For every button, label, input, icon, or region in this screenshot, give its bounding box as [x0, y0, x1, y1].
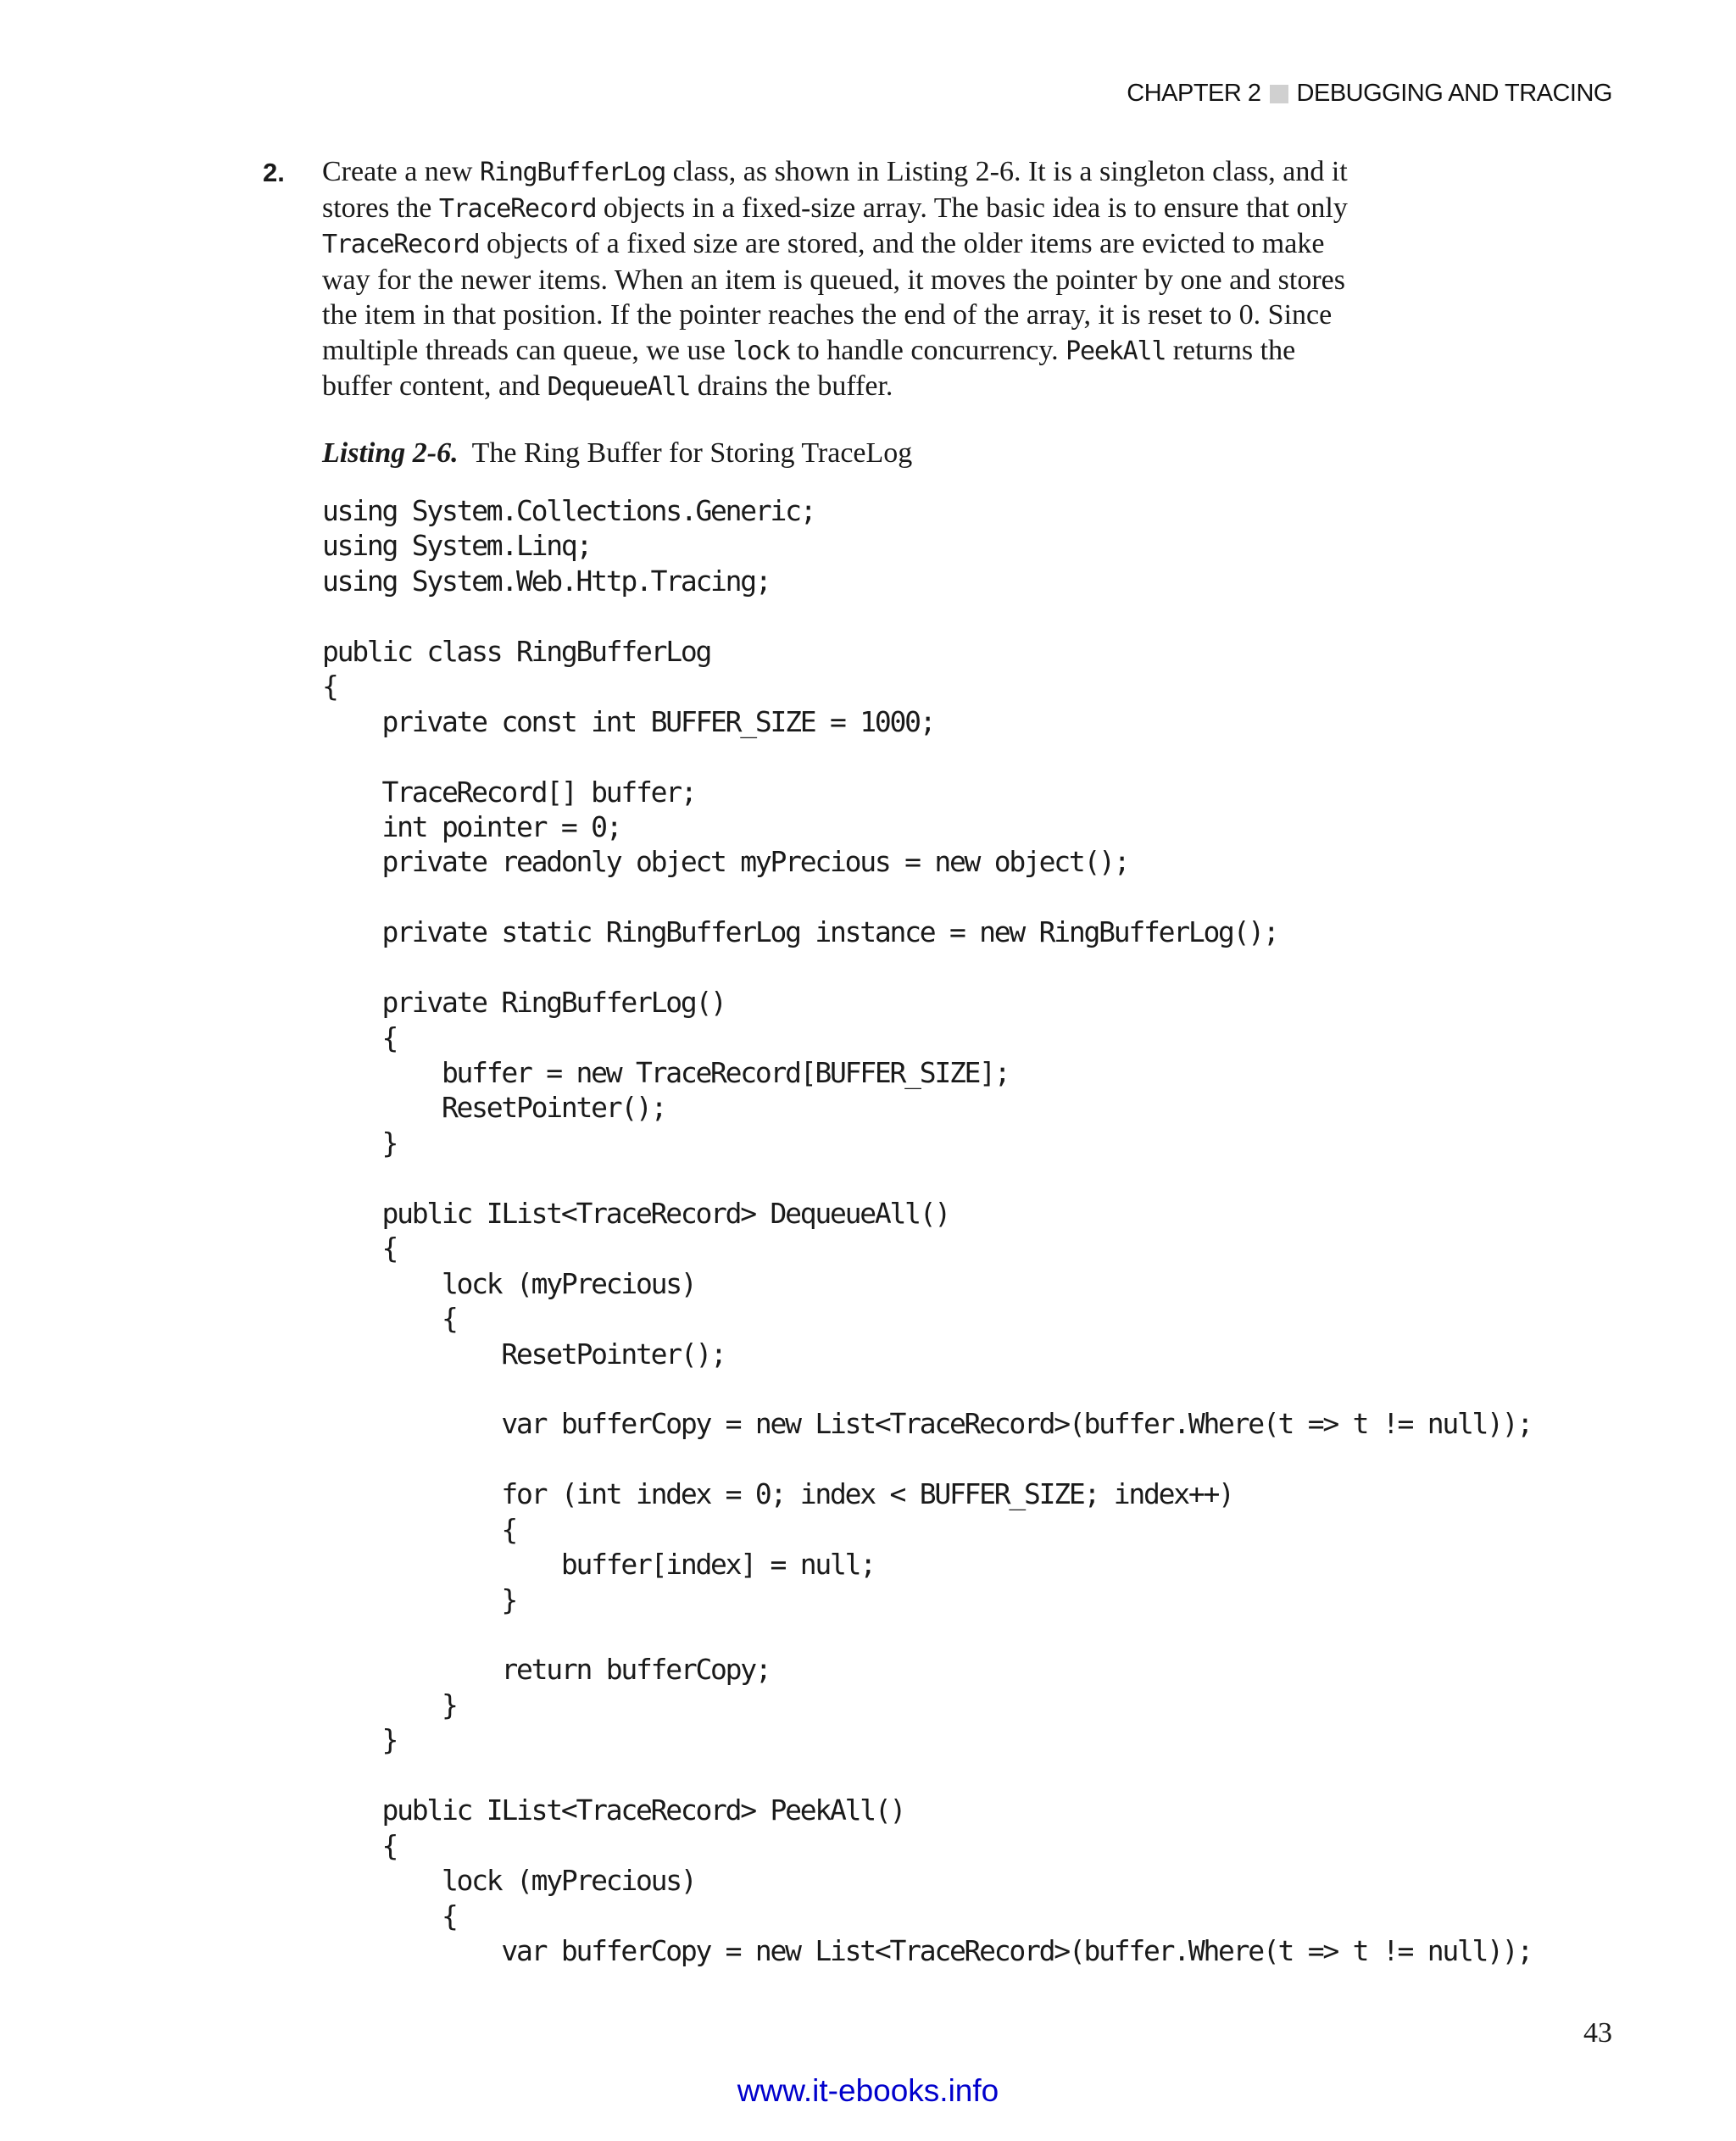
step-text-run: Create a new — [322, 156, 480, 187]
step-line — [322, 263, 1424, 298]
step-text-run: way for the newer items. When an item is queued, it moves the pointer by one and stores — [322, 264, 1345, 296]
code-line — [322, 739, 1532, 774]
page-number: 43 — [1583, 2017, 1612, 2049]
code-line: { — [322, 670, 337, 703]
code-line — [322, 1758, 1532, 1793]
code-line: var bufferCopy = new List<TraceRecord>(buffer.Where(t => t != null)); — [322, 1933, 1533, 1967]
code-line: { — [322, 1828, 398, 1862]
code-line: } — [322, 1582, 517, 1616]
code-line: using System.Web.Http.Tracing; — [322, 564, 771, 598]
code-line: buffer[index] = null; — [322, 1548, 875, 1582]
inline-code: RingBufferLog — [479, 158, 666, 187]
code-line: return bufferCopy; — [322, 1653, 771, 1687]
inline-code: PeekAll — [1066, 336, 1166, 366]
code-line: var bufferCopy = new List<TraceRecord>(buffer.Where(t => t != null)); — [322, 1407, 1533, 1441]
code-line: { — [322, 1512, 517, 1546]
code-line: { — [322, 1020, 398, 1054]
code-line: TraceRecord[] buffer; — [322, 775, 696, 809]
code-line: ResetPointer(); — [322, 1091, 666, 1125]
chapter-label: CHAPTER 2 — [1127, 80, 1261, 107]
running-header — [1127, 80, 1612, 108]
step-number: 2. — [263, 158, 285, 187]
step-text-run: objects in a fixed-size array. The basic idea is to ensure that only — [596, 192, 1348, 224]
step-line — [322, 154, 1424, 191]
code-line: lock (myPrecious) — [322, 1864, 696, 1898]
step-text-run: returns the — [1166, 334, 1296, 366]
code-line: private readonly object myPrecious = new object(); — [322, 845, 1129, 879]
code-line: public IList<TraceRecord> DequeueAll() — [322, 1196, 949, 1230]
inline-code: TraceRecord — [322, 230, 480, 259]
step-line — [322, 369, 1424, 405]
code-line: { — [322, 1302, 457, 1336]
code-line: } — [322, 1723, 398, 1757]
step-line — [322, 298, 1424, 333]
code-line: private RingBufferLog() — [322, 986, 726, 1020]
listing-label: Listing 2-6. — [322, 437, 459, 469]
code-line — [322, 598, 1532, 633]
code-line: ResetPointer(); — [322, 1337, 726, 1371]
code-listing — [322, 493, 1532, 1968]
step-text-run: multiple threads can queue, we use — [322, 334, 733, 366]
code-line: { — [322, 1232, 398, 1265]
code-line: int pointer = 0; — [322, 809, 621, 843]
chapter-title: DEBUGGING AND TRACING — [1296, 80, 1612, 107]
code-line: using System.Linq; — [322, 529, 592, 563]
watermark-link[interactable]: www.it-ebooks.info — [737, 2073, 999, 2108]
step-text-run: class, as shown in Listing 2-6. It is a singleton class, and it — [665, 156, 1348, 187]
listing-caption — [322, 437, 912, 470]
step-text-run: to handle concurrency. — [789, 334, 1066, 366]
code-line — [322, 1617, 1532, 1652]
code-line: private const int BUFFER_SIZE = 1000; — [322, 704, 935, 738]
code-line: public IList<TraceRecord> PeekAll() — [322, 1793, 905, 1827]
code-line: for (int index = 0; index < BUFFER_SIZE; index++) — [322, 1477, 1233, 1511]
code-line: { — [322, 1899, 457, 1932]
step-text — [322, 154, 1424, 405]
code-line: private static RingBufferLog instance = new RingBufferLog(); — [322, 915, 1278, 949]
step-text-run: buffer content, and — [322, 370, 548, 402]
code-line — [322, 880, 1532, 915]
inline-code: DequeueAll — [547, 372, 691, 402]
code-line: using System.Collections.Generic; — [322, 494, 815, 527]
header-separator-square — [1270, 85, 1288, 103]
step-text-run: drains the buffer. — [690, 370, 893, 402]
step-text-run: stores the — [322, 192, 439, 224]
listing-title: The Ring Buffer for Storing TraceLog — [471, 437, 913, 469]
code-line: } — [322, 1126, 398, 1159]
code-line — [322, 1160, 1532, 1195]
code-line — [322, 1371, 1532, 1406]
code-line: lock (myPrecious) — [322, 1266, 696, 1300]
code-line — [322, 1442, 1532, 1476]
code-line: } — [322, 1688, 457, 1721]
step-line — [322, 333, 1424, 370]
inline-code: TraceRecord — [438, 193, 597, 224]
inline-code: lock — [732, 336, 790, 366]
code-line: buffer = new TraceRecord[BUFFER_SIZE]; — [322, 1056, 1010, 1089]
step-line — [322, 191, 1424, 227]
step-text-run: objects of a fixed size are stored, and the older items are evicted to make — [479, 228, 1325, 259]
step-text-run: the item in that position. If the pointer reaches the end of the array, it is reset to 0. Since — [322, 299, 1333, 331]
step-line — [322, 226, 1424, 263]
code-line: public class RingBufferLog — [322, 634, 711, 668]
code-line — [322, 950, 1532, 985]
